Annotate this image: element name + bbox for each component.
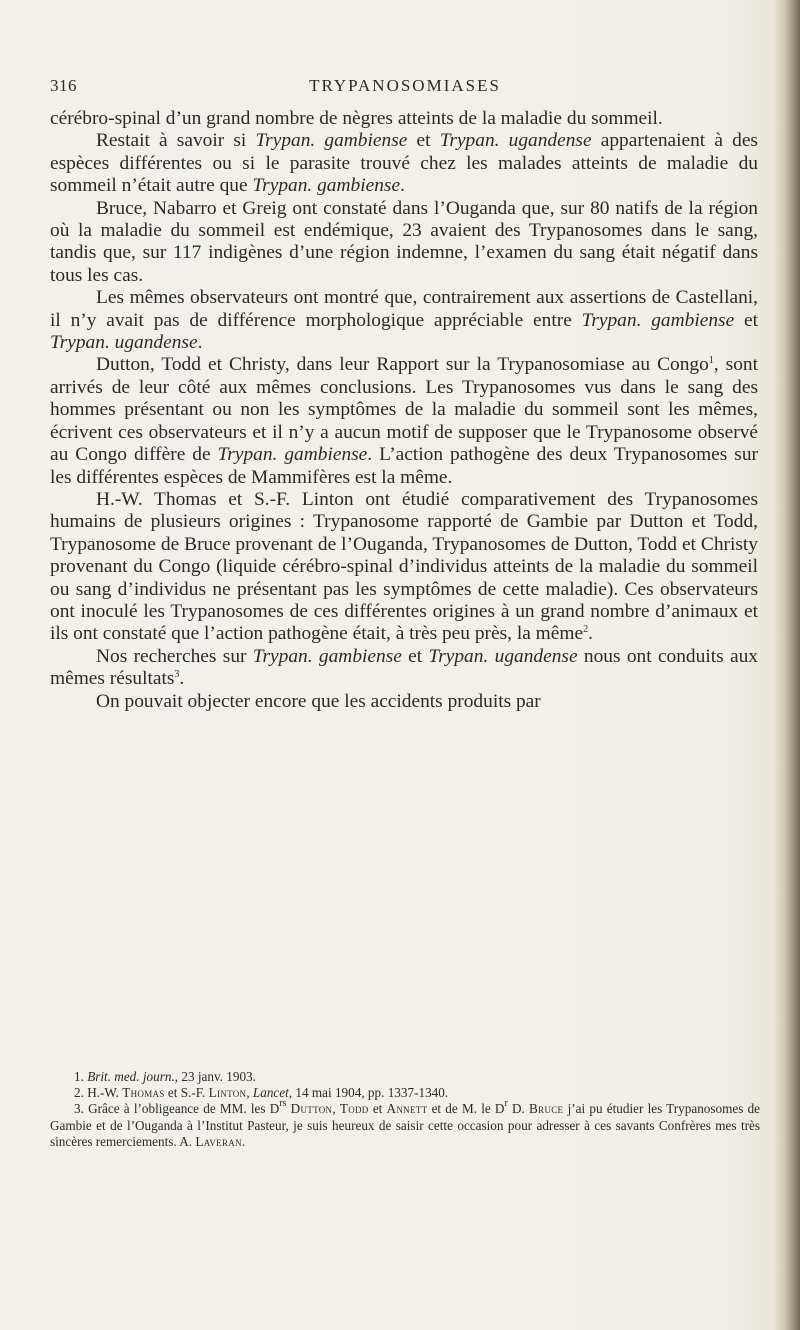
paragraph-5: Dutton, Todd et Christy, dans leur Rapport sur la Trypanosomiase au Congo$^1$, sont arrivés de leur côté aux mêmes conclusions. Les Trypanosomes vus dans le sang des hommes présentant ou non les symptômes de la maladie du sommeil sont les mêmes, écrivent ces observateurs et il n’y a aucun motif de supposer que le Trypanosome observé au Congo diffère de Trypan. gambiense. L’action pathogène des deux Trypanosomes sur les différentes espèces de Mammifères est la même. — [50, 354, 758, 488]
running-title: TRYPANOSOMIASES — [309, 76, 501, 95]
paragraph-1: cérébro-spinal d’un grand nombre de nègres atteints de la maladie du sommeil. — [50, 108, 663, 129]
paragraph-8: On pouvait objecter encore que les accidents produits par — [96, 690, 541, 712]
page-header — [50, 76, 760, 98]
body-text — [50, 108, 758, 713]
footnote-1: 1. Brit. med. journ., 23 janv. 1903. — [74, 1069, 256, 1084]
page-edge-shadow — [774, 0, 800, 1330]
page-number: 316 — [50, 76, 77, 95]
paragraph-4: Les mêmes observateurs ont montré que, contrairement aux assertions de Castellani, il n’y avait pas de différence morphologique appréciable entre Trypan. gambiense et Trypan. ugandense. — [50, 287, 758, 354]
paragraph-7: Nos recherches sur Trypan. gambiense et Trypan. ugandense nous ont conduits aux mêmes résultats$^3$. — [50, 645, 758, 690]
footnotes — [50, 1069, 760, 1150]
paragraph-3: Bruce, Nabarro et Greig ont constaté dans l’Ouganda que, sur 80 natifs de la région où la maladie du sommeil est endémique, 23 avaient des Trypanosomes dans le sang, tandis que, sur 117 indigènes d’une région indemne, l’examen du sang était négatif dans tous les cas. — [50, 197, 758, 286]
paragraph-2: Restait à savoir si Trypan. gambiense et Trypan. ugandense appartenaient à des espèces différentes ou si le parasite trouvé chez les malades atteints de maladie du sommeil n’était autre que Trypan. gambiense. — [50, 130, 758, 197]
footnote-2: 2. H.-W. Thomas et S.-F. Linton, Lancet, 14 mai 1904, pp. 1337-1340. — [74, 1085, 449, 1101]
footnote-3: 3. Grâce à l’obligeance de MM. les $D^{rs}$ Dutton, Todd et Annett et de M. le $D^r$ D. Bruce j’ai pu étudier les Trypanosomes de Gambie et de l’Ouganda à l’Institut Pasteur, je suis heureux de saisir cette occasion pour adresser à ces savants Confrères mes très sincères remerciements. A. Laveran. — [50, 1098, 761, 1149]
paragraph-6: H.-W. Thomas et S.-F. Linton ont étudié comparativement des Trypanosomes humains de plusieurs origines : Trypanosome rapporté de Gambie par Dutton et Todd, Trypanosome de Bruce provenant de l’Ouganda, Trypanosomes de Dutton, Todd et Christy provenant du Congo (liquide cérébro-spinal d’individus atteints de la maladie du sommeil ou sang d’individus ne présentant pas les symptômes de cette maladie). Ces observateurs ont inoculé les Trypanosomes de ces différentes origines à un grand nombre d’animaux et ils ont constaté que l’action pathogène était, à très peu près, la même$^2$. — [50, 488, 758, 645]
footnote-ref-3: 3 — [174, 669, 180, 681]
footnote-ref-2: 2 — [583, 624, 589, 636]
footnote-ref-1: 1 — [708, 355, 714, 367]
